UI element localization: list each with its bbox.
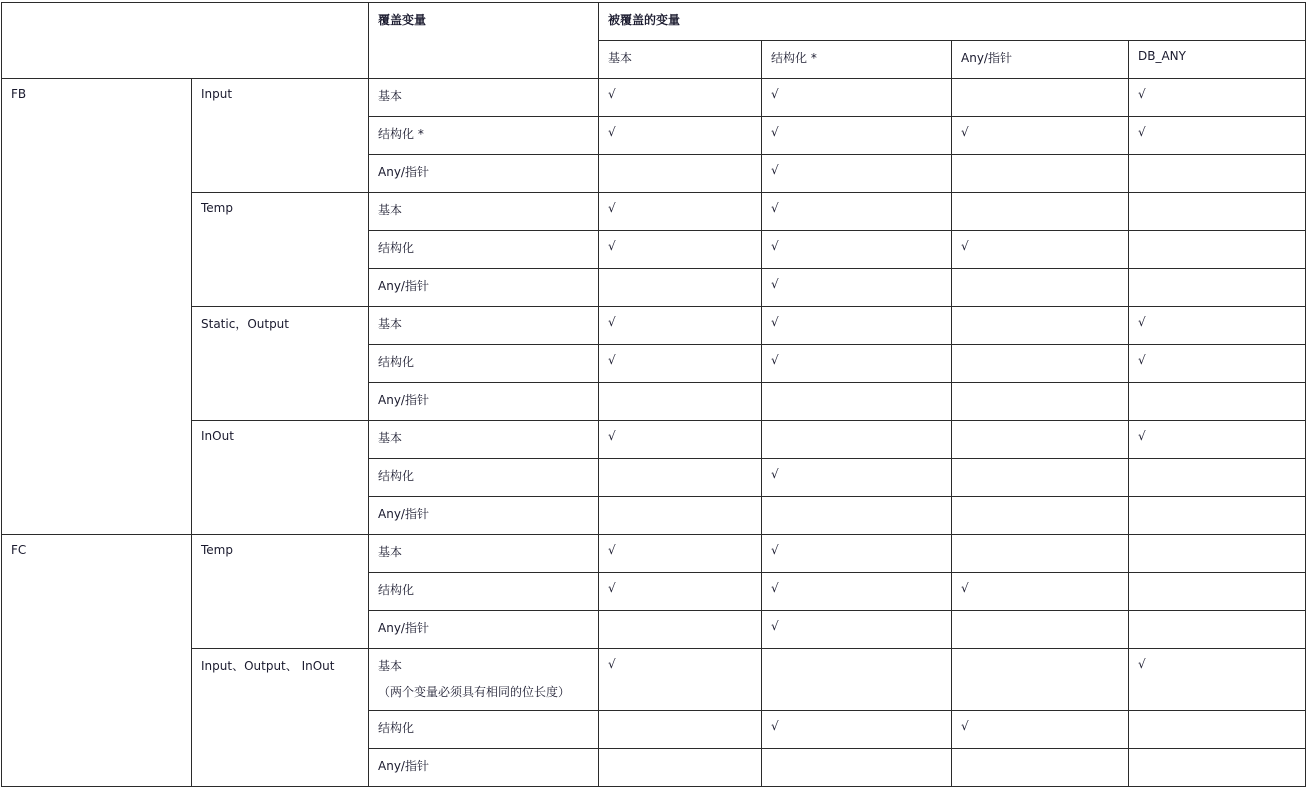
overlay-type-cell: [369, 269, 599, 307]
compat-cell: [599, 497, 762, 535]
compat-cell: [952, 535, 1129, 573]
overlay-type-label: Any/指针: [378, 759, 429, 773]
compat-cell: [762, 649, 952, 711]
compat-cell: [1129, 711, 1306, 749]
overlay-type-label: Any/指针: [378, 165, 429, 179]
compat-cell: √: [952, 231, 1129, 269]
compat-cell: [599, 749, 762, 787]
compat-cell: [1129, 231, 1306, 269]
compat-cell: √: [762, 155, 952, 193]
overlay-type-label: 基本: [378, 203, 403, 217]
overlay-type-label: 基本: [378, 317, 403, 331]
compat-cell: [762, 383, 952, 421]
overlay-type-cell: [369, 459, 599, 497]
compat-cell: √: [952, 711, 1129, 749]
compat-cell: √: [599, 345, 762, 383]
section-cell: Static，Output: [192, 307, 369, 421]
overlay-type-cell: [369, 573, 599, 611]
compat-cell: √: [1129, 79, 1306, 117]
compat-cell: [1129, 193, 1306, 231]
compat-cell: √: [762, 459, 952, 497]
compat-cell: √: [762, 193, 952, 231]
compat-cell: [762, 497, 952, 535]
overlay-type-label: Any/指针: [378, 621, 429, 635]
overlay-type-label: 结构化: [378, 469, 415, 483]
compat-cell: √: [952, 117, 1129, 155]
compat-cell: [952, 307, 1129, 345]
compat-cell: [599, 711, 762, 749]
compat-cell: [952, 155, 1129, 193]
compat-cell: √: [599, 307, 762, 345]
compat-cell: [1129, 573, 1306, 611]
compat-cell: √: [599, 573, 762, 611]
compat-cell: √: [599, 231, 762, 269]
block-type-cell: FC: [2, 535, 192, 787]
compat-cell: √: [599, 193, 762, 231]
compat-cell: [1129, 155, 1306, 193]
compat-cell: [1129, 269, 1306, 307]
compat-cell: [599, 611, 762, 649]
compat-cell: √: [599, 649, 762, 711]
overlay-type-label: 结构化: [378, 241, 415, 255]
compat-cell: [1129, 611, 1306, 649]
overlay-type-cell: [369, 193, 599, 231]
table-row: [2, 307, 1306, 345]
compat-cell: √: [1129, 649, 1306, 711]
compat-cell: [952, 497, 1129, 535]
header-corner-cell: [2, 3, 369, 79]
compat-cell: √: [599, 117, 762, 155]
compat-cell: [1129, 535, 1306, 573]
table-row: [2, 421, 1306, 459]
header-overlaid-variable: 被覆盖的变量: [599, 3, 1306, 41]
header-basic: 基本: [599, 41, 762, 79]
compat-cell: [599, 383, 762, 421]
header-row-1: [2, 3, 1306, 41]
overlay-type-label: Any/指针: [378, 279, 429, 293]
compat-cell: [952, 649, 1129, 711]
overlay-type-cell: [369, 307, 599, 345]
compat-cell: √: [599, 79, 762, 117]
compat-cell: √: [762, 79, 952, 117]
compat-cell: [1129, 749, 1306, 787]
overlay-type-label: 基本: [378, 89, 403, 103]
compat-cell: √: [762, 307, 952, 345]
compat-cell: [952, 345, 1129, 383]
compat-cell: [952, 459, 1129, 497]
section-cell: Temp: [192, 193, 369, 307]
table-row: [2, 79, 1306, 117]
overlay-type-cell: [369, 535, 599, 573]
compat-cell: [762, 749, 952, 787]
compat-cell: [952, 749, 1129, 787]
compat-cell: √: [762, 117, 952, 155]
compat-cell: √: [762, 535, 952, 573]
overlay-type-cell: [369, 497, 599, 535]
compat-cell: √: [1129, 117, 1306, 155]
compat-cell: √: [1129, 421, 1306, 459]
compat-cell: [762, 421, 952, 459]
compat-cell: [1129, 383, 1306, 421]
compat-cell: √: [599, 421, 762, 459]
compat-cell: √: [762, 345, 952, 383]
overlay-type-cell: [369, 611, 599, 649]
compat-cell: √: [599, 535, 762, 573]
compat-cell: [599, 269, 762, 307]
table-row: [2, 649, 1306, 711]
overlay-type-cell: [369, 649, 599, 711]
overlay-type-cell: [369, 79, 599, 117]
block-type-cell: FB: [2, 79, 192, 535]
overlay-type-label: 结构化: [378, 583, 415, 597]
compat-cell: [599, 459, 762, 497]
overlay-type-label: 结构化 *: [378, 127, 424, 141]
compat-cell: [599, 155, 762, 193]
overlay-compatibility-table: [1, 2, 1306, 787]
overlay-type-cell: [369, 711, 599, 749]
overlay-type-label: Any/指针: [378, 507, 429, 521]
compat-cell: [952, 383, 1129, 421]
compat-cell: [952, 269, 1129, 307]
section-cell: InOut: [192, 421, 369, 535]
overlay-type-cell: [369, 155, 599, 193]
compat-cell: [952, 193, 1129, 231]
header-overlay-variable: 覆盖变量: [369, 3, 599, 79]
header-db-any: DB_ANY: [1129, 41, 1306, 79]
overlay-type-label: Any/指针: [378, 393, 429, 407]
compat-cell: √: [762, 611, 952, 649]
overlay-type-cell: [369, 117, 599, 155]
overlay-type-cell: [369, 345, 599, 383]
compat-cell: [952, 79, 1129, 117]
compat-cell: √: [762, 711, 952, 749]
overlay-type-label: 基本: [378, 545, 403, 559]
overlay-type-cell: [369, 231, 599, 269]
compat-cell: [1129, 497, 1306, 535]
section-cell: Input、Output、 InOut: [192, 649, 369, 787]
overlay-type-cell: [369, 749, 599, 787]
compat-cell: √: [1129, 345, 1306, 383]
overlay-type-note: （两个变量必须具有相同的位长度）: [378, 685, 571, 699]
compat-cell: √: [762, 231, 952, 269]
section-cell: Input: [192, 79, 369, 193]
overlay-type-label: 基本: [378, 659, 403, 673]
table-body: [2, 79, 1306, 787]
compat-cell: √: [762, 269, 952, 307]
table-row: [2, 535, 1306, 573]
overlay-type-label: 结构化: [378, 355, 415, 369]
compat-cell: √: [762, 573, 952, 611]
header-any-pointer: Any/指针: [952, 41, 1129, 79]
compat-cell: √: [952, 573, 1129, 611]
overlay-type-cell: [369, 421, 599, 459]
compat-cell: [1129, 459, 1306, 497]
header-structured: 结构化 *: [762, 41, 952, 79]
section-cell: Temp: [192, 535, 369, 649]
overlay-type-label: 基本: [378, 431, 403, 445]
compat-cell: [952, 421, 1129, 459]
compat-cell: √: [1129, 307, 1306, 345]
table-row: [2, 193, 1306, 231]
overlay-type-cell: [369, 383, 599, 421]
compat-cell: [952, 611, 1129, 649]
overlay-type-label: 结构化: [378, 721, 415, 735]
